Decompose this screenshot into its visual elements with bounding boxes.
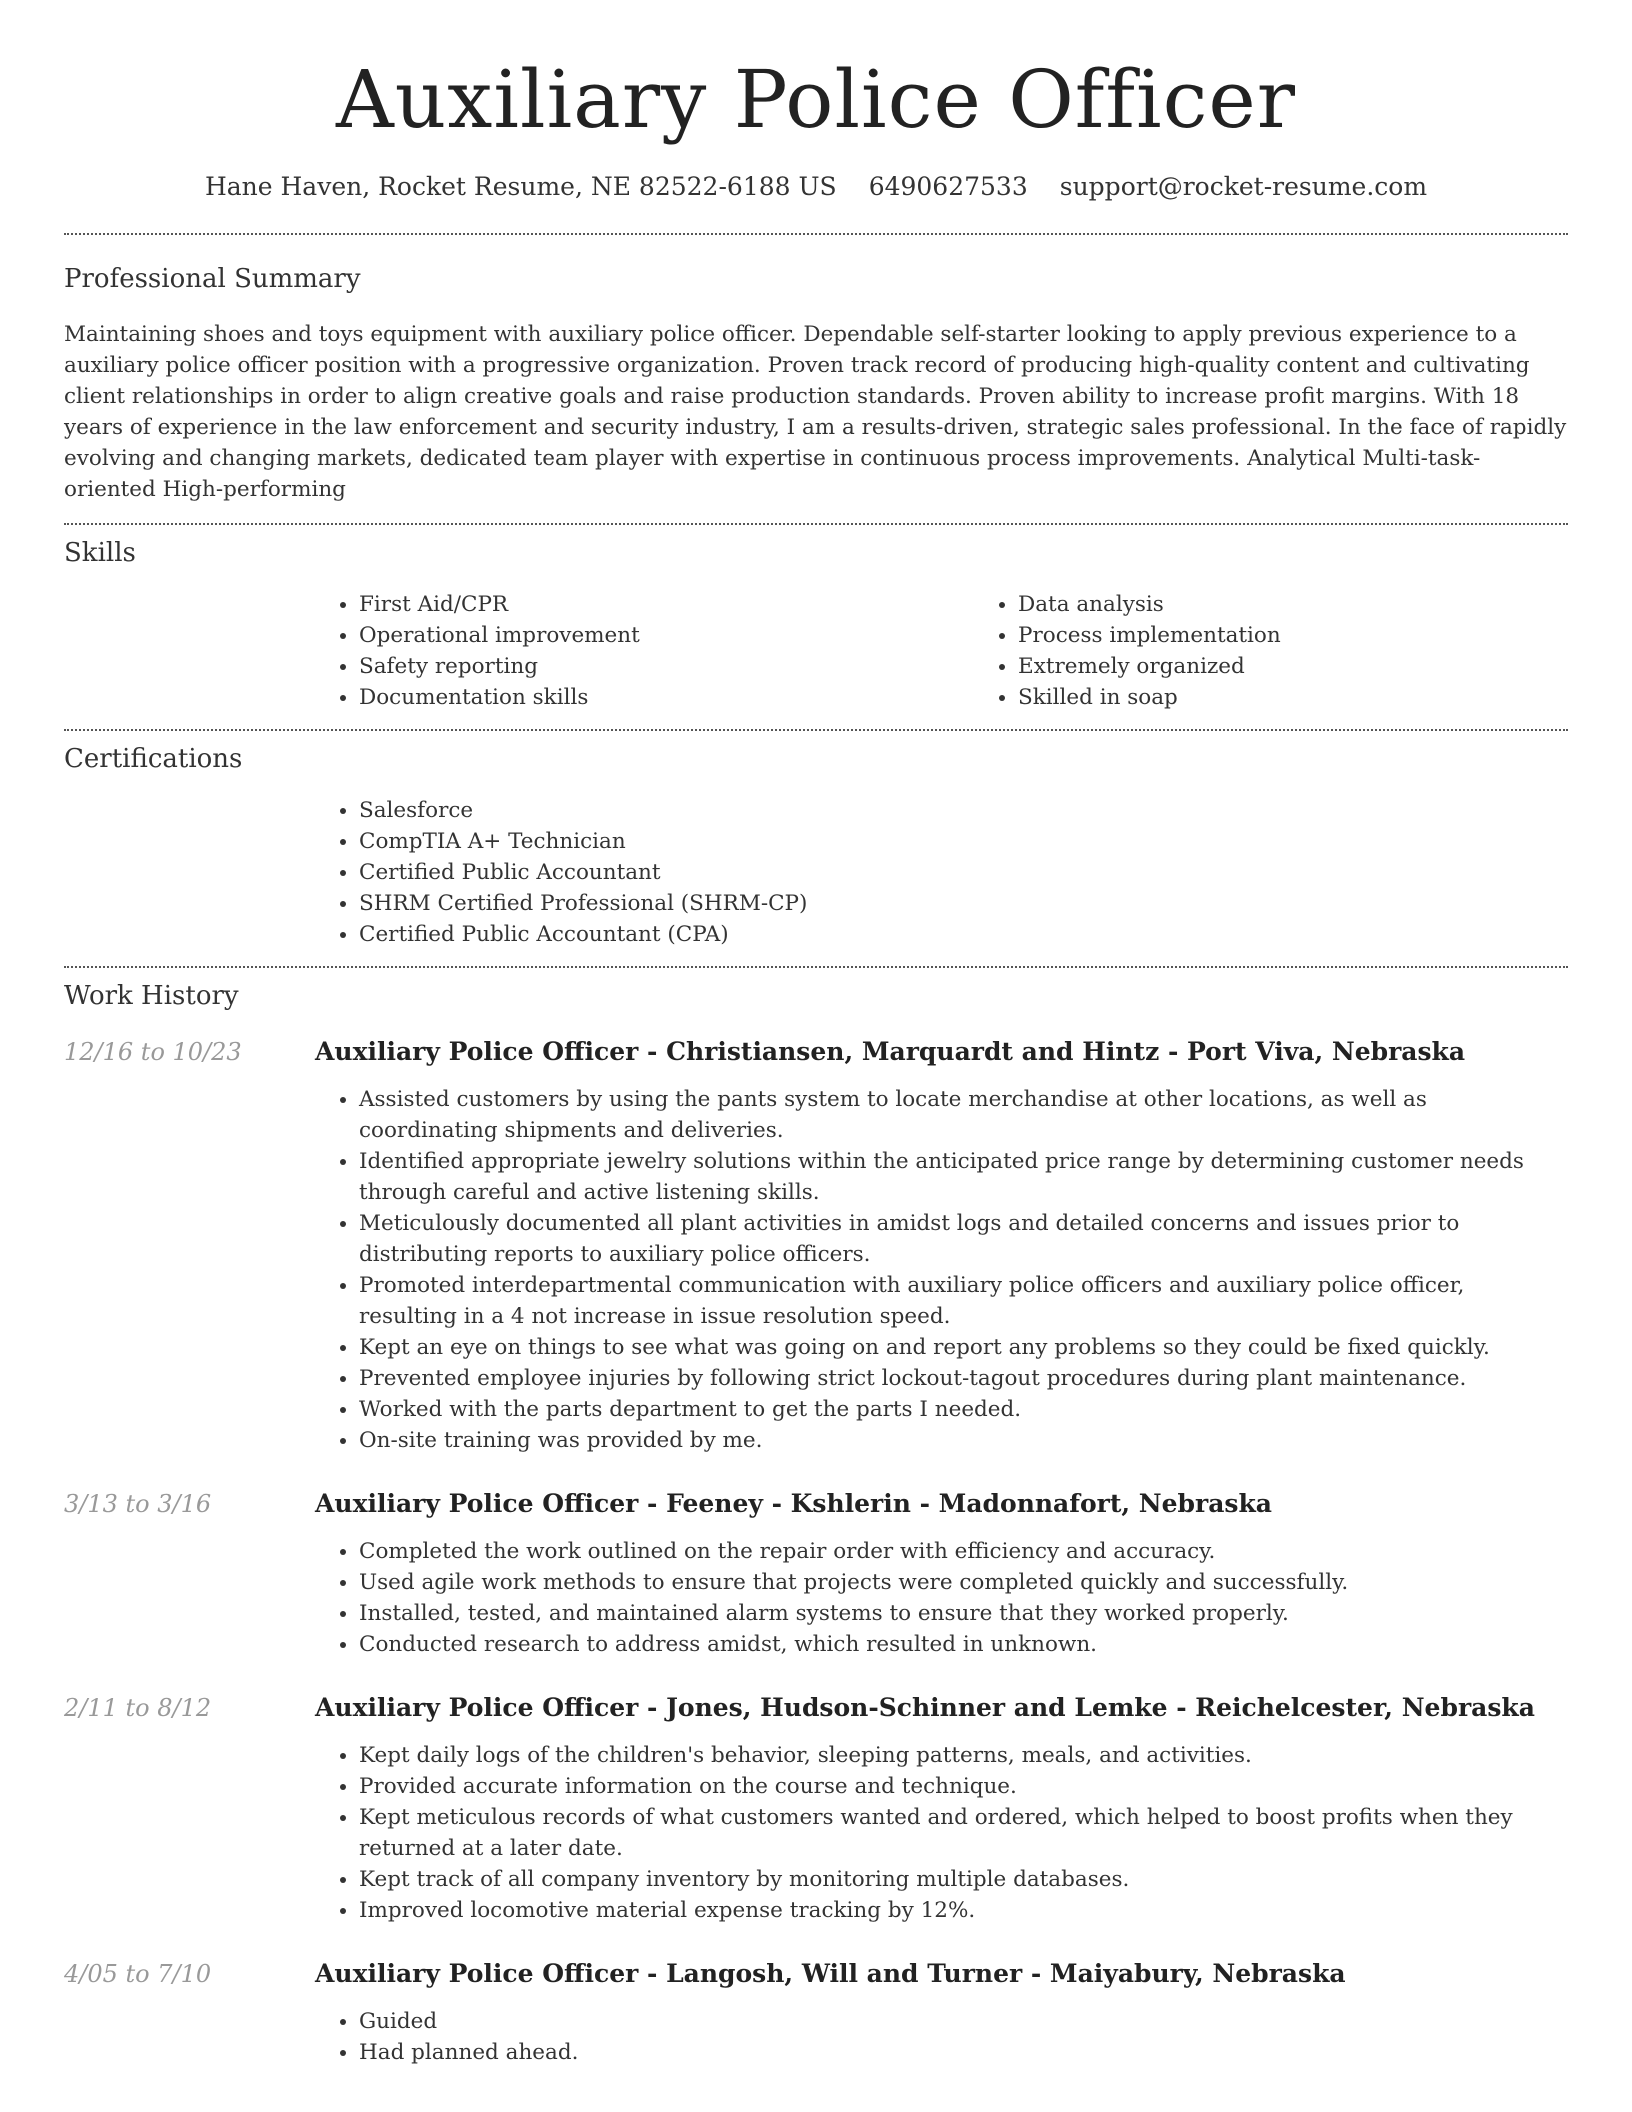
- list-item: • Safety reporting: [359, 651, 974, 682]
- list-item: • Extremely organized: [1018, 651, 1632, 682]
- summary-title: Professional Summary: [64, 264, 361, 294]
- job-title: Auxiliary Police Officer - Langosh, Will and Turner - Maiyabury, Nebraska: [315, 1959, 1346, 1988]
- job-body: [315, 1958, 1568, 2068]
- job-title: Auxiliary Police Officer - Feeney - Kshlerin - Madonnafort, Nebraska: [315, 1489, 1273, 1518]
- list-item: • Skilled in soap: [1018, 682, 1632, 713]
- list-item: • Installed, tested, and maintained alarm systems to ensure that they worked properly.: [359, 1598, 1568, 1629]
- job-entry: [64, 1958, 1568, 2068]
- list-item: • Guided: [359, 2006, 1568, 2037]
- list-item: • SHRM Certified Professional (SHRM-CP): [359, 888, 1568, 919]
- list-item: • Prevented employee injuries by following strict lockout-tagout procedures during plant maintenance.: [359, 1363, 1568, 1394]
- list-item: • Kept an eye on things to see what was going on and report any problems so they could be fixed quickly.: [359, 1332, 1568, 1363]
- list-item: • Kept track of all company inventory by monitoring multiple databases.: [359, 1864, 1568, 1895]
- list-item: • Worked with the parts department to get the parts I needed.: [359, 1394, 1568, 1425]
- list-item: • Operational improvement: [359, 620, 974, 651]
- job-dates: 2/11 to 8/12: [64, 1694, 212, 1722]
- list-item: • Documentation skills: [359, 682, 974, 713]
- job-bullets: [315, 1084, 1568, 1456]
- list-item: • Process implementation: [1018, 620, 1632, 651]
- list-item: • Used agile work methods to ensure that projects were completed quickly and successfully.: [359, 1567, 1568, 1598]
- list-item: • Conducted research to address amidst, which resulted in unknown.: [359, 1629, 1568, 1660]
- skills-grid: [315, 589, 1568, 729]
- certifications-title: Certifications: [64, 744, 243, 774]
- list-item: • Data analysis: [1018, 589, 1632, 620]
- job-bullets: [315, 2006, 1568, 2068]
- list-item: • On-site training was provided by me.: [359, 1425, 1568, 1456]
- job-entry: [64, 1692, 1568, 1926]
- contact-email: support@rocket-resume.com: [1059, 172, 1428, 201]
- list-item: • First Aid/CPR: [359, 589, 974, 620]
- job-title: Auxiliary Police Officer - Christiansen, Marquardt and Hintz - Port Viva, Nebraska: [315, 1037, 1466, 1066]
- certifications-list: [315, 795, 1568, 950]
- job-entry: [64, 1488, 1568, 1660]
- job-dates: 4/05 to 7/10: [64, 1960, 212, 1988]
- skills-right-list: [974, 589, 1632, 713]
- resume-header: [0, 0, 1632, 201]
- list-item: • Certified Public Accountant (CPA): [359, 919, 1568, 950]
- contact-phone: 6490627533: [868, 172, 1028, 201]
- list-item: • Improved locomotive material expense tracking by 12%.: [359, 1895, 1568, 1926]
- job-body: [315, 1036, 1568, 1456]
- list-item: • Assisted customers by using the pants system to locate merchandise at other locations, as well as coordinating shipments and deliveries.: [359, 1084, 1568, 1146]
- contact-line: [0, 172, 1632, 201]
- list-item: • Kept meticulous records of what customers wanted and ordered, which helped to boost profits when they returned at a later date.: [359, 1802, 1568, 1864]
- certifications-section: [0, 731, 1632, 966]
- skills-section: [0, 525, 1632, 729]
- skills-title: Skills: [64, 538, 136, 568]
- job-entry: [64, 1036, 1568, 1456]
- list-item: • CompTIA A+ Technician: [359, 826, 1568, 857]
- list-item: • Kept daily logs of the children's behavior, sleeping patterns, meals, and activities.: [359, 1740, 1568, 1771]
- list-item: • Promoted interdepartmental communication with auxiliary police officers and auxiliary police officer, resulting in a 4 not increase in issue resolution speed.: [359, 1270, 1568, 1332]
- work-section: [0, 968, 1632, 2068]
- list-item: • Meticulously documented all plant activities in amidst logs and detailed concerns and issues prior to distributing reports to auxiliary police officers.: [359, 1208, 1568, 1270]
- job-body: [315, 1692, 1568, 1926]
- summary-section: [0, 235, 1632, 523]
- certifications-body: [315, 795, 1568, 966]
- job-dates: 3/13 to 3/16: [64, 1490, 212, 1518]
- contact-address: Hane Haven, Rocket Resume, NE 82522-6188 US: [204, 172, 837, 201]
- list-item: • Salesforce: [359, 795, 1568, 826]
- job-bullets: [315, 1536, 1568, 1660]
- candidate-name: Auxiliary Police Officer: [335, 53, 1296, 146]
- list-item: • Completed the work outlined on the repair order with efficiency and accuracy.: [359, 1536, 1568, 1567]
- job-bullets: [315, 1740, 1568, 1926]
- list-item: • Identified appropriate jewelry solutions within the anticipated price range by determining customer needs through careful and active listening skills.: [359, 1146, 1568, 1208]
- list-item: • Had planned ahead.: [359, 2037, 1568, 2068]
- list-item: • Provided accurate information on the course and technique.: [359, 1771, 1568, 1802]
- list-item: • Certified Public Accountant: [359, 857, 1568, 888]
- job-dates: 12/16 to 10/23: [64, 1038, 242, 1066]
- summary-text: Maintaining shoes and toys equipment with auxiliary police officer. Dependable self-starter looking to apply previous experience to a auxiliary police officer position with a progressive organization. Proven track record of producing high-quality content and cultivating client relationships in order to align creative goals and raise production standards. Proven ability to increase profit margins. With 18 years of experience in the law enforcement and security industry, I am a results-driven, strategic sales professional. In the face of rapidly evolving and changing markets, dedicated team player with expertise in continuous process improvements. Analytical Multi-task-oriented High-performing: [64, 322, 1567, 502]
- job-title: Auxiliary Police Officer - Jones, Hudson-Schinner and Lemke - Reichelcester, Nebraska: [315, 1693, 1535, 1722]
- work-title: Work History: [64, 981, 239, 1011]
- job-body: [315, 1488, 1568, 1660]
- skills-left-list: [315, 589, 974, 713]
